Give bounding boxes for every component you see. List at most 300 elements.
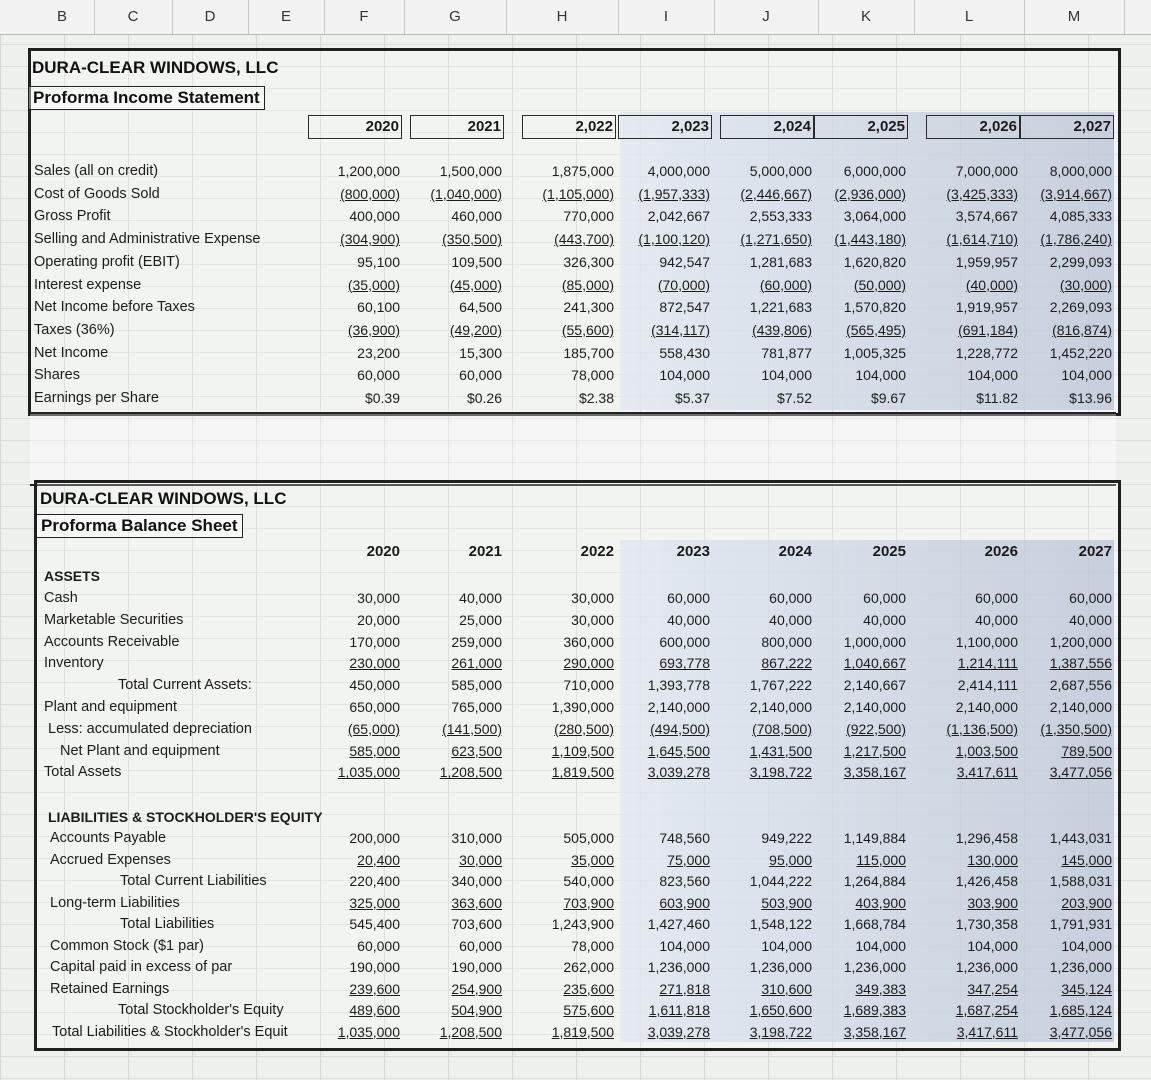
asset-value-cell[interactable]: 170,000 xyxy=(349,633,400,650)
balance-year-cell[interactable]: 2020 xyxy=(366,543,400,560)
column-header-f[interactable]: F xyxy=(324,0,405,34)
income-value-cell[interactable]: 95,100 xyxy=(357,253,400,270)
asset-value-cell[interactable]: 1,003,500 xyxy=(955,742,1018,759)
asset-row-label[interactable]: Cash xyxy=(44,590,78,606)
asset-value-cell[interactable]: (65,000) xyxy=(347,720,400,737)
income-year-cell[interactable]: 2021 xyxy=(410,115,504,139)
liability-value-cell[interactable]: 363,600 xyxy=(451,894,502,911)
asset-value-cell[interactable]: 2,140,000 xyxy=(1049,699,1112,715)
liability-value-cell[interactable]: 1,236,000 xyxy=(843,959,906,975)
asset-value-cell[interactable]: 1,767,222 xyxy=(749,677,812,694)
income-row-label[interactable]: Net Income xyxy=(34,344,109,361)
column-header-g[interactable]: G xyxy=(404,0,507,34)
liability-value-cell[interactable]: 60,000 xyxy=(459,937,502,954)
income-value-cell[interactable]: 2,299,093 xyxy=(1049,253,1112,270)
liability-value-cell[interactable]: 200,000 xyxy=(349,830,400,846)
column-header-e[interactable]: E xyxy=(248,0,325,34)
liability-value-cell[interactable]: 190,000 xyxy=(451,959,502,975)
asset-value-cell[interactable]: 30,000 xyxy=(357,590,400,606)
liability-value-cell[interactable]: 1,426,458 xyxy=(955,873,1018,889)
asset-value-cell[interactable]: 60,000 xyxy=(863,590,906,606)
asset-value-cell[interactable]: (141,500) xyxy=(442,720,502,737)
liability-row-label[interactable]: Total Liabilities xyxy=(120,916,215,932)
income-year-cell[interactable]: 2020 xyxy=(308,115,402,139)
asset-value-cell[interactable]: 623,500 xyxy=(451,742,502,759)
asset-value-cell[interactable]: 1,390,000 xyxy=(551,699,614,715)
asset-value-cell[interactable]: 290,000 xyxy=(563,655,614,672)
liability-value-cell[interactable]: 95,000 xyxy=(769,851,812,868)
income-value-cell[interactable]: (40,000) xyxy=(965,276,1018,293)
income-value-cell[interactable]: 460,000 xyxy=(451,208,502,225)
asset-row-label[interactable]: Inventory xyxy=(44,655,104,672)
income-value-cell[interactable]: (49,200) xyxy=(449,321,502,338)
income-value-cell[interactable]: 6,000,000 xyxy=(843,163,906,179)
liability-value-cell[interactable]: 262,000 xyxy=(563,959,614,975)
liability-value-cell[interactable]: 203,900 xyxy=(1061,894,1112,911)
column-header-m[interactable]: M xyxy=(1024,0,1125,34)
income-value-cell[interactable]: (816,874) xyxy=(1052,321,1112,338)
income-value-cell[interactable]: (2,936,000) xyxy=(834,185,906,202)
asset-value-cell[interactable]: 3,417,611 xyxy=(956,764,1018,781)
liability-value-cell[interactable]: 115,000 xyxy=(856,851,906,868)
income-year-cell[interactable]: 2,024 xyxy=(720,115,814,139)
asset-value-cell[interactable]: 1,035,000 xyxy=(337,764,400,781)
income-value-cell[interactable]: 2,042,667 xyxy=(647,208,710,225)
liability-value-cell[interactable]: 235,600 xyxy=(563,980,614,997)
income-value-cell[interactable]: 2,269,093 xyxy=(1049,299,1112,316)
asset-value-cell[interactable]: (494,500) xyxy=(650,720,710,737)
income-value-cell[interactable]: 1,620,820 xyxy=(843,253,906,270)
income-row-label[interactable]: Shares xyxy=(34,367,80,384)
asset-value-cell[interactable]: 1,819,500 xyxy=(551,764,614,781)
income-value-cell[interactable]: 8,000,000 xyxy=(1049,163,1112,179)
asset-value-cell[interactable]: 3,039,278 xyxy=(647,764,710,781)
income-value-cell[interactable]: (55,600) xyxy=(561,321,614,338)
asset-value-cell[interactable]: 40,000 xyxy=(769,611,812,628)
asset-value-cell[interactable]: 1,040,667 xyxy=(843,655,906,672)
column-header-h[interactable]: H xyxy=(506,0,619,34)
balance-year-cell[interactable]: 2021 xyxy=(468,543,502,560)
income-row-label[interactable]: Interest expense xyxy=(34,276,142,293)
asset-value-cell[interactable]: 30,000 xyxy=(571,611,614,628)
income-value-cell[interactable]: 3,064,000 xyxy=(843,208,906,225)
income-value-cell[interactable]: 241,300 xyxy=(563,299,614,316)
asset-value-cell[interactable]: 3,198,722 xyxy=(749,764,812,781)
liability-value-cell[interactable]: 104,000 xyxy=(967,937,1018,954)
income-value-cell[interactable]: $5.37 xyxy=(674,390,710,406)
asset-value-cell[interactable]: 259,000 xyxy=(451,633,502,650)
asset-value-cell[interactable]: 1,387,556 xyxy=(1049,655,1112,672)
income-value-cell[interactable]: 400,000 xyxy=(349,208,400,225)
income-year-cell[interactable]: 2,022 xyxy=(522,115,616,139)
income-value-cell[interactable]: (800,000) xyxy=(340,185,400,202)
asset-value-cell[interactable]: 40,000 xyxy=(863,611,906,628)
asset-value-cell[interactable]: 1,200,000 xyxy=(1049,633,1112,650)
liability-value-cell[interactable]: 254,900 xyxy=(451,980,502,997)
income-value-cell[interactable]: (1,100,120) xyxy=(638,231,710,248)
asset-value-cell[interactable]: 20,000 xyxy=(357,611,400,628)
asset-row-label[interactable]: Net Plant and equipment xyxy=(60,742,220,759)
liability-value-cell[interactable]: 347,254 xyxy=(967,980,1018,997)
income-value-cell[interactable]: $0.39 xyxy=(364,390,400,406)
income-value-cell[interactable]: (1,040,000) xyxy=(430,185,502,202)
liability-value-cell[interactable]: 1,236,000 xyxy=(1049,959,1112,975)
liability-value-cell[interactable]: 1,668,784 xyxy=(843,916,906,932)
asset-value-cell[interactable]: 1,431,500 xyxy=(749,742,812,759)
liability-value-cell[interactable]: 220,400 xyxy=(349,873,400,889)
income-value-cell[interactable]: 1,570,820 xyxy=(843,299,906,316)
asset-value-cell[interactable]: 60,000 xyxy=(769,590,812,606)
income-value-cell[interactable]: 109,500 xyxy=(451,253,502,270)
income-value-cell[interactable]: (2,446,667) xyxy=(740,185,812,202)
liability-value-cell[interactable]: 703,600 xyxy=(451,916,502,932)
asset-value-cell[interactable]: 1,217,500 xyxy=(843,742,906,759)
liability-value-cell[interactable]: 1,236,000 xyxy=(749,959,812,975)
asset-value-cell[interactable]: 261,000 xyxy=(451,655,502,672)
liability-value-cell[interactable]: 310,000 xyxy=(451,830,502,846)
liability-value-cell[interactable]: 30,000 xyxy=(459,851,502,868)
liability-value-cell[interactable]: 3,358,167 xyxy=(843,1023,906,1040)
liability-row-label[interactable]: Accrued Expenses xyxy=(50,851,171,868)
asset-value-cell[interactable]: (1,350,500) xyxy=(1040,720,1112,737)
income-value-cell[interactable]: 1,221,683 xyxy=(749,299,812,316)
asset-value-cell[interactable]: 693,778 xyxy=(659,655,710,672)
liability-value-cell[interactable]: 145,000 xyxy=(1061,851,1112,868)
liability-row-label[interactable]: Total Current Liabilities xyxy=(120,873,267,889)
income-value-cell[interactable]: 326,300 xyxy=(563,253,614,270)
asset-value-cell[interactable]: 1,393,778 xyxy=(647,677,710,694)
liability-value-cell[interactable]: 20,400 xyxy=(357,851,400,868)
liability-value-cell[interactable]: 104,000 xyxy=(1061,937,1112,954)
income-value-cell[interactable]: 23,200 xyxy=(357,344,400,361)
liability-value-cell[interactable]: 1,685,124 xyxy=(1049,1002,1112,1018)
liability-value-cell[interactable]: 1,611,818 xyxy=(648,1002,710,1018)
income-value-cell[interactable]: 942,547 xyxy=(659,253,710,270)
income-value-cell[interactable]: 104,000 xyxy=(659,367,710,384)
income-value-cell[interactable]: 1,281,683 xyxy=(749,253,812,270)
asset-value-cell[interactable]: 30,000 xyxy=(571,590,614,606)
liability-value-cell[interactable]: 545,400 xyxy=(349,916,400,932)
asset-value-cell[interactable]: 2,140,000 xyxy=(955,699,1018,715)
liability-value-cell[interactable]: 325,000 xyxy=(349,894,400,911)
income-value-cell[interactable]: 4,085,333 xyxy=(1049,208,1112,225)
liability-value-cell[interactable]: 35,000 xyxy=(571,851,614,868)
liability-value-cell[interactable]: 1,443,031 xyxy=(1049,830,1112,846)
income-value-cell[interactable]: (36,900) xyxy=(347,321,400,338)
liability-value-cell[interactable]: 540,000 xyxy=(563,873,614,889)
asset-value-cell[interactable]: (708,500) xyxy=(752,720,812,737)
income-value-cell[interactable]: 1,200,000 xyxy=(337,163,400,179)
liability-value-cell[interactable]: 1,149,884 xyxy=(843,830,906,846)
income-row-label[interactable]: Earnings per Share xyxy=(34,390,159,406)
balance-year-cell[interactable]: 2022 xyxy=(580,543,614,560)
income-value-cell[interactable]: (70,000) xyxy=(657,276,710,293)
income-value-cell[interactable]: 872,547 xyxy=(659,299,710,316)
asset-value-cell[interactable]: 650,000 xyxy=(349,699,400,715)
income-value-cell[interactable]: 15,300 xyxy=(459,344,502,361)
asset-value-cell[interactable]: 800,000 xyxy=(761,633,812,650)
income-value-cell[interactable]: $0.26 xyxy=(466,390,502,406)
liability-value-cell[interactable]: 3,198,722 xyxy=(749,1023,812,1040)
liability-value-cell[interactable]: 104,000 xyxy=(659,937,710,954)
income-value-cell[interactable]: (1,786,240) xyxy=(1040,231,1112,248)
income-row-label[interactable]: Taxes (36%) xyxy=(34,321,115,338)
income-value-cell[interactable]: 1,959,957 xyxy=(955,253,1018,270)
liability-value-cell[interactable]: 3,477,056 xyxy=(1049,1023,1112,1040)
income-year-cell[interactable]: 2,025 xyxy=(814,115,908,139)
income-value-cell[interactable]: 7,000,000 xyxy=(955,163,1018,179)
liability-row-label[interactable]: Long-term Liabilities xyxy=(50,894,180,911)
liability-value-cell[interactable]: 1,035,000 xyxy=(337,1023,400,1040)
column-header-d[interactable]: D xyxy=(172,0,249,34)
income-value-cell[interactable]: (60,000) xyxy=(759,276,812,293)
liability-value-cell[interactable]: 748,560 xyxy=(659,830,710,846)
income-value-cell[interactable]: $13.96 xyxy=(1069,390,1112,406)
liability-value-cell[interactable]: 104,000 xyxy=(855,937,906,954)
liability-value-cell[interactable]: 239,600 xyxy=(349,980,400,997)
asset-value-cell[interactable]: 450,000 xyxy=(349,677,400,694)
income-value-cell[interactable]: (35,000) xyxy=(347,276,400,293)
income-value-cell[interactable]: 781,877 xyxy=(761,344,812,361)
asset-row-label[interactable]: Plant and equipment xyxy=(44,699,178,715)
asset-value-cell[interactable]: 2,414,111 xyxy=(957,677,1018,694)
income-value-cell[interactable]: $9.67 xyxy=(870,390,906,406)
column-header-k[interactable]: K xyxy=(818,0,915,34)
income-value-cell[interactable]: 104,000 xyxy=(761,367,812,384)
income-row-label[interactable]: Cost of Goods Sold xyxy=(34,185,160,202)
column-header-i[interactable]: I xyxy=(618,0,715,34)
liability-row-label[interactable]: Accounts Payable xyxy=(50,830,167,846)
liability-value-cell[interactable]: 340,000 xyxy=(451,873,502,889)
asset-value-cell[interactable]: 765,000 xyxy=(451,699,502,715)
asset-value-cell[interactable]: 789,500 xyxy=(1061,742,1112,759)
liability-value-cell[interactable]: 1,588,031 xyxy=(1049,873,1112,889)
liability-value-cell[interactable]: 271,818 xyxy=(659,980,710,997)
income-value-cell[interactable]: 1,500,000 xyxy=(439,163,502,179)
liability-value-cell[interactable]: 703,900 xyxy=(563,894,614,911)
income-value-cell[interactable]: 78,000 xyxy=(571,367,614,384)
asset-value-cell[interactable]: 25,000 xyxy=(459,611,502,628)
asset-value-cell[interactable]: (922,500) xyxy=(846,720,906,737)
income-value-cell[interactable]: (45,000) xyxy=(449,276,502,293)
asset-value-cell[interactable]: 2,140,000 xyxy=(749,699,812,715)
column-header-b[interactable]: B xyxy=(30,0,95,34)
income-value-cell[interactable]: $7.52 xyxy=(776,390,812,406)
income-row-label[interactable]: Net Income before Taxes xyxy=(34,299,195,316)
balance-sheet-title: Proforma Balance Sheet xyxy=(36,514,243,538)
column-header-l[interactable]: L xyxy=(914,0,1025,34)
asset-value-cell[interactable]: 40,000 xyxy=(975,611,1018,628)
asset-value-cell[interactable]: 1,214,111 xyxy=(957,655,1018,672)
liability-value-cell[interactable]: 303,900 xyxy=(967,894,1018,911)
income-value-cell[interactable]: (3,914,667) xyxy=(1040,185,1112,202)
income-value-cell[interactable]: (1,443,180) xyxy=(834,231,906,248)
balance-year-cell[interactable]: 2026 xyxy=(984,543,1018,560)
liability-value-cell[interactable]: 345,124 xyxy=(1061,980,1112,997)
liability-value-cell[interactable]: 1,791,931 xyxy=(1049,916,1112,932)
liability-value-cell[interactable]: 403,900 xyxy=(855,894,906,911)
liability-row-label[interactable]: Common Stock ($1 par) xyxy=(50,937,204,954)
asset-value-cell[interactable]: 60,000 xyxy=(975,590,1018,606)
income-year-cell[interactable]: 2,026 xyxy=(926,115,1020,139)
asset-value-cell[interactable]: 2,140,667 xyxy=(843,677,906,694)
liability-value-cell[interactable]: 1,264,884 xyxy=(843,873,906,889)
asset-value-cell[interactable]: 40,000 xyxy=(667,611,710,628)
income-value-cell[interactable]: (304,900) xyxy=(340,231,400,248)
asset-value-cell[interactable]: 60,000 xyxy=(667,590,710,606)
income-value-cell[interactable]: 1,005,325 xyxy=(843,344,906,361)
liability-value-cell[interactable]: 504,900 xyxy=(451,1002,502,1018)
asset-value-cell[interactable]: 1,000,000 xyxy=(843,633,906,650)
income-value-cell[interactable]: (1,105,000) xyxy=(542,185,614,202)
income-value-cell[interactable]: (85,000) xyxy=(561,276,614,293)
income-value-cell[interactable]: 4,000,000 xyxy=(647,163,710,179)
liability-value-cell[interactable]: 1,730,358 xyxy=(955,916,1018,932)
asset-value-cell[interactable]: 1,109,500 xyxy=(551,742,614,759)
income-value-cell[interactable]: (691,184) xyxy=(958,321,1018,338)
liability-value-cell[interactable]: 310,600 xyxy=(761,980,812,997)
balance-year-cell[interactable]: 2027 xyxy=(1078,543,1112,560)
income-value-cell[interactable]: 770,000 xyxy=(563,208,614,225)
income-value-cell[interactable]: 2,553,333 xyxy=(749,208,812,225)
income-value-cell[interactable]: 3,574,667 xyxy=(955,208,1018,225)
liability-value-cell[interactable]: 1,236,000 xyxy=(955,959,1018,975)
income-value-cell[interactable]: (1,957,333) xyxy=(638,185,710,202)
liability-value-cell[interactable]: 503,900 xyxy=(761,894,812,911)
income-value-cell[interactable]: (50,000) xyxy=(853,276,906,293)
asset-value-cell[interactable]: 867,222 xyxy=(761,655,812,672)
asset-value-cell[interactable]: 3,477,056 xyxy=(1049,764,1112,781)
income-value-cell[interactable]: 558,430 xyxy=(659,344,710,361)
liability-value-cell[interactable]: 349,383 xyxy=(855,980,906,997)
asset-value-cell[interactable]: 710,000 xyxy=(563,677,614,694)
liability-value-cell[interactable]: 78,000 xyxy=(571,937,614,954)
liability-value-cell[interactable]: 1,819,500 xyxy=(551,1023,614,1040)
income-value-cell[interactable]: 5,000,000 xyxy=(749,163,812,179)
asset-row-label[interactable]: Less: accumulated depreciation xyxy=(48,720,252,737)
liability-value-cell[interactable]: 190,000 xyxy=(349,959,400,975)
liability-value-cell[interactable]: 575,600 xyxy=(563,1002,614,1018)
asset-row-label[interactable]: Marketable Securities xyxy=(44,611,184,628)
liability-value-cell[interactable]: 75,000 xyxy=(667,851,710,868)
balance-year-cell[interactable]: 2023 xyxy=(676,543,710,560)
asset-value-cell[interactable]: 360,000 xyxy=(563,633,614,650)
income-value-cell[interactable]: (350,500) xyxy=(442,231,502,248)
income-value-cell[interactable]: $2.38 xyxy=(578,390,614,406)
income-value-cell[interactable]: 104,000 xyxy=(855,367,906,384)
asset-value-cell[interactable]: 60,000 xyxy=(1069,590,1112,606)
liability-row-label[interactable]: Capital paid in excess of par xyxy=(50,959,233,975)
asset-value-cell[interactable]: 2,687,556 xyxy=(1049,677,1112,694)
income-value-cell[interactable]: 60,000 xyxy=(459,367,502,384)
income-value-cell[interactable]: (30,000) xyxy=(1059,276,1112,293)
column-header-j[interactable]: J xyxy=(714,0,819,34)
liability-value-cell[interactable]: 1,208,500 xyxy=(439,1023,502,1040)
liability-value-cell[interactable]: 489,600 xyxy=(349,1002,400,1018)
liability-value-cell[interactable]: 1,427,460 xyxy=(647,916,710,932)
asset-value-cell[interactable]: 1,208,500 xyxy=(439,764,502,781)
income-value-cell[interactable]: (1,271,650) xyxy=(740,231,812,248)
income-value-cell[interactable]: 1,919,957 xyxy=(955,299,1018,316)
asset-value-cell[interactable]: 2,140,000 xyxy=(647,699,710,715)
liability-value-cell[interactable]: 1,548,122 xyxy=(749,916,812,932)
income-value-cell[interactable]: 60,100 xyxy=(357,299,400,316)
asset-value-cell[interactable]: 3,358,167 xyxy=(843,764,906,781)
asset-row-label[interactable]: Total Assets xyxy=(44,764,122,781)
liability-row-label[interactable]: Total Stockholder's Equity xyxy=(118,1002,284,1018)
income-value-cell[interactable]: 60,000 xyxy=(357,367,400,384)
income-value-cell[interactable]: (443,700) xyxy=(554,231,614,248)
liability-value-cell[interactable]: 1,296,458 xyxy=(955,830,1018,846)
income-value-cell[interactable]: 104,000 xyxy=(1061,367,1112,384)
asset-value-cell[interactable]: 40,000 xyxy=(1069,611,1112,628)
liability-value-cell[interactable]: 505,000 xyxy=(563,830,614,846)
liability-value-cell[interactable]: 603,900 xyxy=(659,894,710,911)
asset-value-cell[interactable]: (1,136,500) xyxy=(946,720,1018,737)
income-row-label[interactable]: Selling and Administrative Expense xyxy=(34,231,261,248)
liability-row-label[interactable]: Total Liabilities & Stockholder's Equit xyxy=(52,1023,288,1040)
income-value-cell[interactable]: 1,228,772 xyxy=(955,344,1018,361)
income-row-label[interactable]: Sales (all on credit) xyxy=(34,163,159,179)
income-value-cell[interactable]: 64,500 xyxy=(459,299,502,316)
income-value-cell[interactable]: 1,875,000 xyxy=(551,163,614,179)
liability-value-cell[interactable]: 1,044,222 xyxy=(749,873,812,889)
income-value-cell[interactable]: 104,000 xyxy=(967,367,1018,384)
column-header-c[interactable]: C xyxy=(94,0,173,34)
liability-row-label[interactable]: Retained Earnings xyxy=(50,980,170,997)
asset-value-cell[interactable]: 585,000 xyxy=(451,677,502,694)
balance-year-cell[interactable]: 2025 xyxy=(872,543,906,560)
asset-value-cell[interactable]: 2,140,000 xyxy=(843,699,906,715)
liability-value-cell[interactable]: 823,560 xyxy=(659,873,710,889)
asset-value-cell[interactable]: 40,000 xyxy=(459,590,502,606)
liability-value-cell[interactable]: 3,417,611 xyxy=(956,1023,1018,1040)
asset-value-cell[interactable]: 1,645,500 xyxy=(647,742,710,759)
income-value-cell[interactable]: (314,117) xyxy=(651,321,710,338)
income-value-cell[interactable]: (1,614,710) xyxy=(946,231,1018,248)
asset-value-cell[interactable]: 1,100,000 xyxy=(955,633,1018,650)
liability-value-cell[interactable]: 104,000 xyxy=(761,937,812,954)
liability-value-cell[interactable]: 3,039,278 xyxy=(647,1023,710,1040)
liability-value-cell[interactable]: 60,000 xyxy=(357,937,400,954)
liability-value-cell[interactable]: 1,236,000 xyxy=(647,959,710,975)
income-value-cell[interactable]: (3,425,333) xyxy=(946,185,1018,202)
income-year-cell[interactable]: 2,027 xyxy=(1020,115,1114,139)
liability-value-cell[interactable]: 1,689,383 xyxy=(843,1002,906,1018)
asset-value-cell[interactable]: 230,000 xyxy=(349,655,400,672)
asset-value-cell[interactable]: 585,000 xyxy=(349,742,400,759)
balance-year-cell[interactable]: 2024 xyxy=(778,543,812,560)
income-value-cell[interactable]: (439,806) xyxy=(752,321,812,338)
liability-value-cell[interactable]: 949,222 xyxy=(761,830,812,846)
asset-value-cell[interactable]: (280,500) xyxy=(554,720,614,737)
asset-value-cell[interactable]: 600,000 xyxy=(659,633,710,650)
asset-row-label[interactable]: Accounts Receivable xyxy=(44,633,180,650)
liability-value-cell[interactable]: 1,687,254 xyxy=(955,1002,1018,1018)
asset-row-label[interactable]: Total Current Assets: xyxy=(118,677,252,694)
liability-value-cell[interactable]: 1,650,600 xyxy=(749,1002,812,1018)
column-header-bar xyxy=(0,0,1151,35)
income-value-cell[interactable]: $11.82 xyxy=(976,390,1018,406)
liability-value-cell[interactable]: 1,243,900 xyxy=(551,916,614,932)
income-value-cell[interactable]: 185,700 xyxy=(563,344,614,361)
liability-value-cell[interactable]: 130,000 xyxy=(967,851,1018,868)
income-year-cell[interactable]: 2,023 xyxy=(618,115,712,139)
income-value-cell[interactable]: (565,495) xyxy=(846,321,906,338)
income-value-cell[interactable]: 1,452,220 xyxy=(1049,344,1112,361)
income-row-label[interactable]: Operating profit (EBIT) xyxy=(34,253,180,270)
income-row-label[interactable]: Gross Profit xyxy=(34,208,111,225)
